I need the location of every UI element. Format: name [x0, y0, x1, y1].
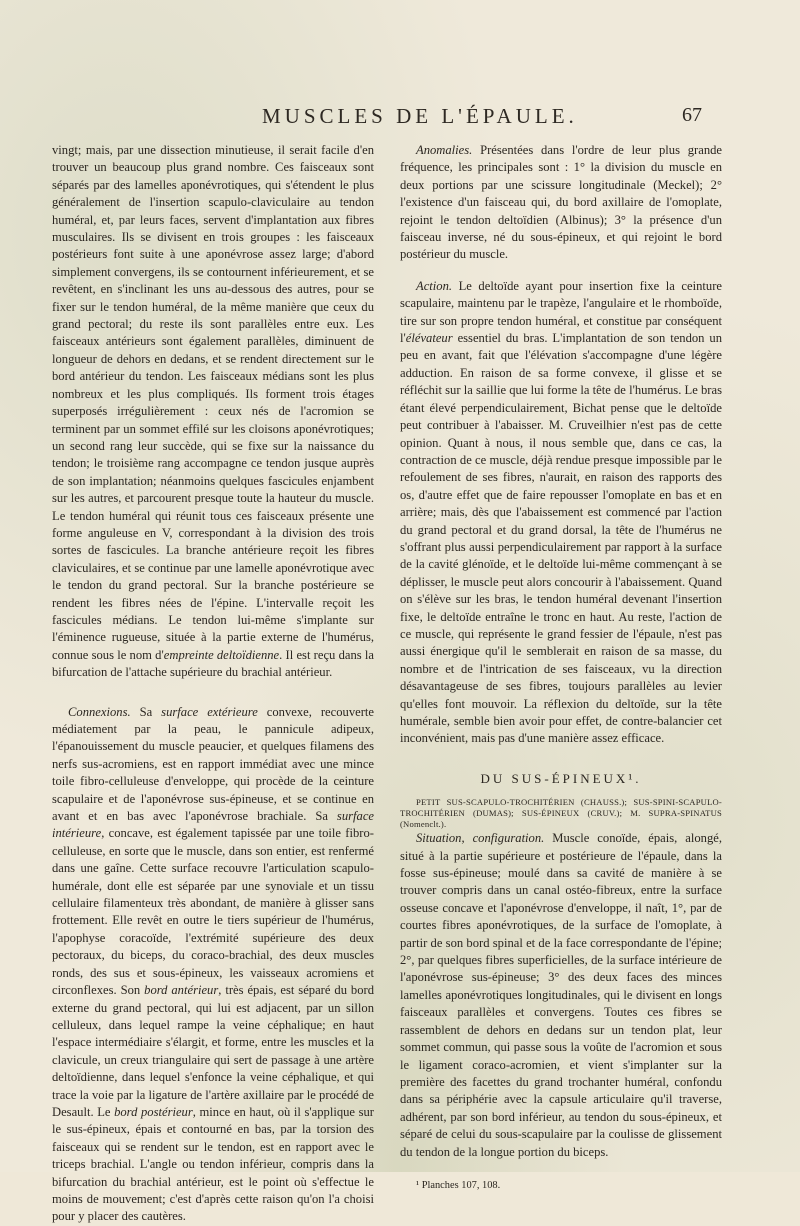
paragraph-text: vingt; mais, par une dissection minutieuse, il serait facile d'en trouver un beaucoup plus grand nombre. Ces faisceaux sont séparés par des lamelles aponévrotiques, qui s'étendent le plus généralement de l'insertion scapulo-claviculaire au tendon huméral, et, par leurs faces, servent d'implantation aux fibres musculaires. Ils se divisent en trois groupes : les faisceaux postérieurs font suite à une aponévrose assez large; d'abord simplement convergens, ils se contournent inférieurement, et se revêtent, en s'inclinant les uns au-dessous des autres, pour se fixer sur le tendon huméral, de la même manière que ceux du grand pectoral; du reste ils sont parallèles entre eux. Les faisceaux antérieurs sont également parallèles, diminuent de longueur de dehors en dedans, et se rendent directement sur le bord antérieur du tendon. Les faisceaux médians sont les plus nombreux et les plus compliqués. Ils forment trois étages superposés irrégulièrement : ceux nés de l'acromion se terminent par un sommet effilé sur les cloisons aponévrotiques; un second rang leur succède, qui se fixe sur la naissance du tendon; le troisième rang accompagne ce tendon jusque auprès de son implantation; néanmoins quelques fascicules enjambent sur les autres, et parcourent presque toute la hauteur du muscle. Le tendon huméral qui réunit tous ces faisceaux présente une forme anguleuse en V, correspondant à la division des trois sortes de fascicules. La branche antérieure reçoit les fibres claviculaires, et se continue par une lamelle aponévrotique avec le tendon du grand pectoral. Sur la branche postérieure se rendent les fibres nées de l'épine. L'intervalle reçoit les fascicules médians. Le tendon lui-même s'implante sur l'éminence rugueuse, située à la partie externe de l'humérus, connue sous le nom d': [52, 143, 374, 662]
paragraph-anomalies: [400, 142, 722, 264]
italic-term: surface extérieure: [161, 704, 258, 719]
italic-term: bord postérieur: [114, 1104, 193, 1119]
paragraph-text: . Il est reçu dans la bifurcation de l'attache supérieure du brachial antérieur.: [52, 647, 374, 680]
paragraph-text: Le deltoïde ayant pour insertion fixe la ceinture scapulaire, maintenu par le trapèze, l'angulaire et le rhomboïde, tire sur son propre tendon huméral, et constitue par conséquent l': [400, 278, 722, 346]
left-column: [52, 142, 374, 1226]
paragraph-situation: [400, 830, 722, 1161]
section-lead: Connexions.: [68, 704, 131, 719]
synonyms-line: PETIT SUS-SCAPULO-TROCHITÉRIEN (CHAUSS.); SUS-SPINI-SCAPULO-TROCHITÉRIEN (DUMAS); SUS-ÉPINEUX (CRUV.); M. SUPRA-SPINATUS (Nomenclt.).: [400, 797, 722, 830]
paragraph-text: essentiel du bras. L'implantation de son tendon un peu en avant, fait que l'élévation s'accompagne d'une légère adduction. En raison de sa forme convexe, il glisse et se réfléchit sur la saillie que lui forme la tête de l'humérus. Le bras étant élevé perpendiculairement, Bichat pense que le deltoïde peut contribuer à l'abaisser. M. Cruveilhier n'est pas de cette opinion. Quant à nous, il nous semble que, dans ce cas, la contraction de ce muscle, déjà rendue presque impossible par le refoulement de ses fibres, n'aurait, en raison des rapports des os, d'autre effet que de faire repousser l'omoplate en bas et en arrière; mais, dès que l'abaissement est commencé par l'action du grand pectoral et du grand dorsal, la tête de l'humérus ne s'offrant plus aussi perpendiculairement par rapport à la surface de la cavité glénoïde, et le deltoïde lui-même commençant à se déplisser, le muscle peut alors concourir à l'abaissement. Quand on s'élève sur les bras, le tendon huméral devenant l'insertion fixe, le deltoïde entraîne le tronc en haut. Au reste, l'action de ce muscle, qui représente le grand fessier de l'épaule, n'est pas aussi énergique qu'il le semblerait en raison de sa masse, du nombre et de l'intrication de ses faisceaux, vu la direction désavantageuse de ses fibres, toujours parallèles au levier qu'elles font mouvoir. La réflexion du deltoïde, sur la tête humérale, semble bien avoir pour effet, de contre-balancier cet inconvénient, mais pas d'une manière assez efficace.: [400, 331, 722, 746]
paragraph-text: Présentées dans l'ordre de leur plus grande fréquence, les principales sont : 1° la division du muscle en deux portions par une scissure longitudinale (Meckel); 2° l'existence d'un faisceau qui, du bord axillaire de l'omoplate, rejoint le tendon deltoïdien (Albinus); 3° la présence d'un faisceau inverse, né du sous-épineux, et qui rejoint le bord postérieur du muscle.: [400, 143, 722, 262]
section-lead: Action.: [416, 278, 453, 293]
paragraph-action: [400, 278, 722, 748]
paragraph-gap: [400, 264, 722, 278]
section-lead: Anomalies.: [416, 143, 473, 157]
running-head: [92, 104, 702, 132]
right-column: [400, 142, 722, 1194]
italic-term: élévateur: [405, 331, 453, 346]
italic-term: bord antérieur: [144, 983, 219, 998]
paragraph-text: , concave, est également tapissée par une toile fibro-celluleuse, en sorte que le muscle, dans son entier, est renfermé dans une gaîne. Cette surface recouvre l'articulation scapulo-humérale, dont elle est séparée par une synoviale et un tissu cellulaire filamenteux très abondant, de manière à glisser sans frottement. Elle revêt en outre le tiers supérieur de l'humérus, l'apophyse coracoïde, l'extrémité supérieure des deux pectoraux, du biceps, du coraco-brachial, des deux muscles ronds, des sus et sous-épineux, les vaisseaux acromiens et circonflexes. Son: [52, 826, 374, 998]
page-number: 67: [682, 104, 702, 126]
paragraph-text: Sa: [130, 704, 162, 719]
section-lead: Situation, configuration.: [416, 831, 545, 846]
paragraph-deltoid-structure: [52, 142, 374, 682]
paragraph-text: convexe, recouverte médiatement par la peau, le pannicule adipeux, l'épanouissement du muscle peaucier, et quelques filamens des nerfs sus-acromiens, est en rapport immédiat avec une mince toile fibro-celluleuse d'enveloppe, qui procède de la ceinture scapulaire et de l'aponévrose sus-épineuse, et se continue en avant et en bas avec l'aponévrose brachiale. Sa: [52, 704, 375, 824]
paragraph-gap: [52, 682, 374, 704]
page-title: MUSCLES DE L'ÉPAULE.: [262, 104, 578, 128]
italic-term: empreinte deltoïdienne: [163, 647, 280, 662]
paragraph-connexions: [52, 704, 374, 1226]
italic-term: surface intérieure: [52, 809, 374, 841]
paragraph-text: Muscle conoïde, épais, alongé, situé à la partie supérieure et postérieure de l'épaule, dans la fosse sus-épineuse; moulé dans sa cavité de manière à se trouver compris dans un canal ostéo-fibreux, entre la surface osseuse concave et l'aponévrose d'enveloppe, il naît, 1°, par de courtes fibres aponévrotiques, de la surface de l'omoplate, à partir de son bord spinal et de la face correspondante de l'épine; 2°, par quelques fibres superficielles, de la surface intérieure de l'aponévrose sus-épineuse; 3° des deux faces des minces lamelles aponévrotiques longitudinales, qui le divisent en longs faisceaux parallèles et convergens. Toutes ces fibres se rassemblent de dehors en dedans sur un tendon plat, leur sommet commun, qui passe sous la voûte de l'acromion et sous le ligament coraco-acromien, et vient s'implanter sur la première des facettes du grand trochanter huméral, confondu dans sa périphérie avec la capsule articulaire qu'il traverse, adhérent, par son bord inférieur, au tendon du sous-épineux, et séparé de celui du sous-scapulaire par la coulisse de glissement du tendon de la longue portion du biceps.: [400, 831, 722, 1159]
paragraph-text: , mince en haut, où il s'applique sur le sus-épineux, épais et contourné en bas, par la torsion des faisceaux qui se rendent sur le tendon, est en rapport avec le triceps brachial. L'angle ou tendon inférieur, compris dans la bifurcation du brachial antérieur, est le point où s'effectue le moins de mouvement; c'est d'après cette raison qu'on l'a choisi pour y placer des cautères.: [52, 1104, 375, 1224]
paragraph-text: , très épais, est séparé du bord externe du grand pectoral, qui lui est adjacent, par un sillon celluleux, dans lequel rampe la veine céphalique; en haut l'espace intermédiaire s'élargit, et forme, entre les muscles et la clavicule, un creux triangulaire qui sert de passage à une artère deltoïdienne, dans lequel s'enfonce la veine céphalique, et qui trace la voie par la ligature de l'artère axillaire par le procédé de Desault. Le: [52, 983, 374, 1119]
footnote: ¹ Planches 107, 108.: [416, 1179, 501, 1191]
section-heading: DU SUS-ÉPINEUX¹.: [480, 770, 642, 786]
